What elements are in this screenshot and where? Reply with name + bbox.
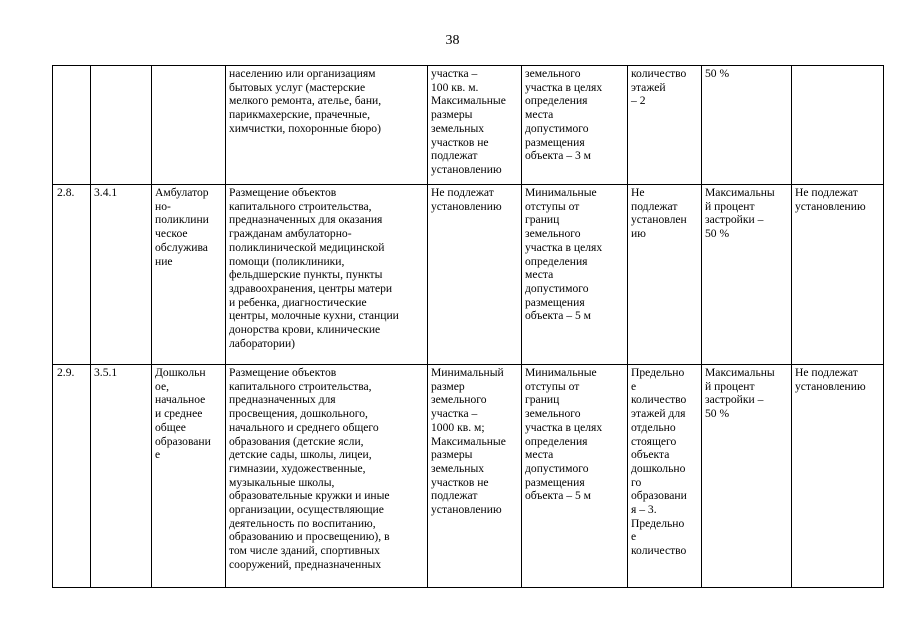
use-name-cell: Амбулатор но- поликлини ческое обслужива ние bbox=[152, 185, 226, 365]
code-cell bbox=[91, 66, 152, 185]
description-cell: Размещение объектов капитального строительства, предназначенных для оказания гражданам амбулаторно- поликлинической медицинской помощи (поликлиники, фельдшерские пункты, пункты здравоохранения, центры матери и ребенка, диагностические центры, молочные кухни, станции донорства крови, клинические лаборатории) bbox=[226, 185, 428, 365]
plot-size-cell: Минимальный размер земельного участка – 1000 кв. м; Максимальные размеры земельных участков не подлежат установлению bbox=[428, 365, 522, 588]
code-cell: 3.4.1 bbox=[91, 185, 152, 365]
page-number: 38 bbox=[445, 33, 460, 48]
row-number-cell: 2.8. bbox=[53, 185, 91, 365]
use-name-cell bbox=[152, 66, 226, 185]
coverage-cell: 50 % bbox=[702, 66, 792, 185]
row-number-cell: 2.9. bbox=[53, 365, 91, 588]
setbacks-cell: земельного участка в целях определения места допустимого размещения объекта – 3 м bbox=[522, 66, 628, 185]
plot-size-cell: участка – 100 кв. м. Максимальные размеры земельных участков не подлежат установлению bbox=[428, 66, 522, 185]
other-cell: Не подлежат установлению bbox=[792, 365, 884, 588]
coverage-cell: Максимальны й процент застройки – 50 % bbox=[702, 185, 792, 365]
floors-cell: количество этажей – 2 bbox=[628, 66, 702, 185]
setbacks-cell: Минимальные отступы от границ земельного участка в целях определения места допустимого размещения объекта – 5 м bbox=[522, 365, 628, 588]
description-cell: Размещение объектов капитального строительства, предназначенных для просвещения, дошкольного, начального и среднего общего образования (детские ясли, детские сады, школы, лицеи, гимназии, художественные, музыкальные школы, образовательные кружки и иные организации, осуществляющие деятельность по воспитанию, образованию и просвещению), в том числе зданий, спортивных сооружений, предназначенных bbox=[226, 365, 428, 588]
description-cell: населению или организациям бытовых услуг (мастерские мелкого ремонта, ателье, бани, парикмахерские, прачечные, химчистки, похоронные бюро) bbox=[226, 66, 428, 185]
other-cell: Не подлежат установлению bbox=[792, 185, 884, 365]
table-row bbox=[53, 185, 884, 365]
use-name-cell: Дошкольн ое, начальное и среднее общее образовани е bbox=[152, 365, 226, 588]
floors-cell: Предельно е количество этажей для отдельно стоящего объекта дошкольно го образовани я – 3. Предельно е количество bbox=[628, 365, 702, 588]
setbacks-cell: Минимальные отступы от границ земельного участка в целях определения места допустимого размещения объекта – 5 м bbox=[522, 185, 628, 365]
coverage-cell: Максимальны й процент застройки – 50 % bbox=[702, 365, 792, 588]
row-number-cell bbox=[53, 66, 91, 185]
plot-size-cell: Не подлежат установлению bbox=[428, 185, 522, 365]
floors-cell: Не подлежат установлен ию bbox=[628, 185, 702, 365]
land-use-regulations-table bbox=[52, 65, 884, 588]
table-row bbox=[53, 365, 884, 588]
other-cell bbox=[792, 66, 884, 185]
table-row bbox=[53, 66, 884, 185]
code-cell: 3.5.1 bbox=[91, 365, 152, 588]
